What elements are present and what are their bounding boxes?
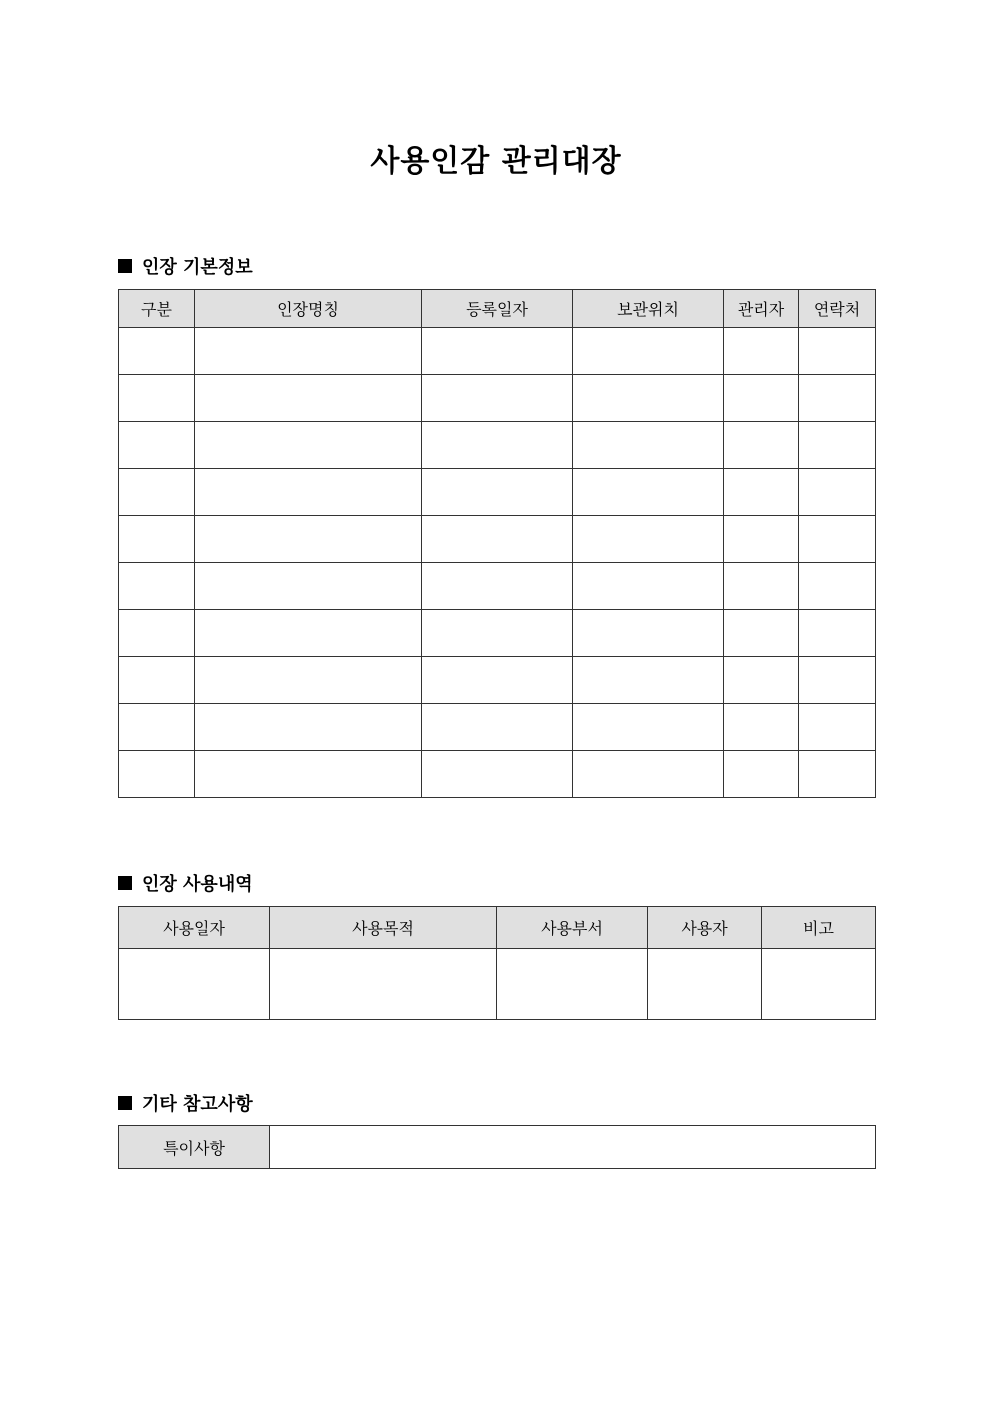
table-cell[interactable] xyxy=(799,422,876,469)
column-header-contact: 연락처 xyxy=(799,290,876,328)
section-heading-basic xyxy=(118,253,253,279)
table-cell[interactable] xyxy=(573,657,724,704)
table-cell[interactable] xyxy=(195,751,422,798)
table-cell[interactable] xyxy=(573,328,724,375)
table-cell[interactable] xyxy=(799,328,876,375)
table-cell[interactable] xyxy=(422,516,573,563)
column-header-user: 사용자 xyxy=(648,907,762,949)
table-row xyxy=(119,422,876,469)
table-cell[interactable] xyxy=(195,657,422,704)
table-cell[interactable] xyxy=(799,375,876,422)
table-cell[interactable] xyxy=(195,563,422,610)
table-cell[interactable] xyxy=(119,949,270,1020)
table-cell[interactable] xyxy=(724,751,799,798)
table-cell[interactable] xyxy=(724,422,799,469)
table-cell[interactable] xyxy=(724,375,799,422)
table-row xyxy=(119,563,876,610)
table-cell[interactable] xyxy=(724,704,799,751)
seal-basic-info-table xyxy=(118,289,876,798)
table-row xyxy=(119,610,876,657)
table-row xyxy=(119,949,876,1020)
table-cell[interactable] xyxy=(799,657,876,704)
section-heading-text: 기타 참고사항 xyxy=(142,1094,253,1115)
table-cell[interactable] xyxy=(497,949,648,1020)
column-header-use-purpose: 사용목적 xyxy=(270,907,497,949)
section-heading-usage xyxy=(118,870,253,896)
table-cell[interactable] xyxy=(119,751,195,798)
table-header-row xyxy=(119,290,876,328)
column-header-manager: 관리자 xyxy=(724,290,799,328)
table-row xyxy=(119,657,876,704)
table-cell[interactable] xyxy=(724,657,799,704)
table-cell[interactable] xyxy=(799,469,876,516)
table-cell[interactable] xyxy=(573,469,724,516)
table-row xyxy=(119,375,876,422)
column-header-storage-location: 보관위치 xyxy=(573,290,724,328)
black-square-icon xyxy=(118,259,132,273)
table-cell[interactable] xyxy=(573,375,724,422)
section-heading-text: 인장 사용내역 xyxy=(142,874,253,895)
column-header-use-date: 사용일자 xyxy=(119,907,270,949)
table-cell[interactable] xyxy=(422,704,573,751)
table-cell[interactable] xyxy=(422,563,573,610)
column-header-remarks: 비고 xyxy=(762,907,876,949)
table-row xyxy=(119,751,876,798)
table-cell[interactable] xyxy=(762,949,876,1020)
table-cell[interactable] xyxy=(119,563,195,610)
column-header-category: 구분 xyxy=(119,290,195,328)
table-cell[interactable] xyxy=(195,328,422,375)
column-header-use-department: 사용부서 xyxy=(497,907,648,949)
table-cell[interactable] xyxy=(195,469,422,516)
table-cell[interactable] xyxy=(422,375,573,422)
table-row xyxy=(119,328,876,375)
table-cell[interactable] xyxy=(195,516,422,563)
column-header-register-date: 등록일자 xyxy=(422,290,573,328)
section-heading-text: 인장 기본정보 xyxy=(142,257,253,278)
table-cell[interactable] xyxy=(648,949,762,1020)
table-cell[interactable] xyxy=(724,610,799,657)
table-cell[interactable] xyxy=(799,563,876,610)
table-cell[interactable] xyxy=(270,949,497,1020)
table-cell[interactable] xyxy=(195,610,422,657)
table-row xyxy=(119,516,876,563)
table-cell[interactable] xyxy=(119,704,195,751)
table-body xyxy=(119,949,876,1020)
table-cell[interactable] xyxy=(119,375,195,422)
table-cell[interactable] xyxy=(799,751,876,798)
table-cell[interactable] xyxy=(573,704,724,751)
table-body xyxy=(119,328,876,798)
black-square-icon xyxy=(118,876,132,890)
table-cell[interactable] xyxy=(799,610,876,657)
table-cell[interactable] xyxy=(422,610,573,657)
table-cell[interactable] xyxy=(573,563,724,610)
notes-table xyxy=(118,1125,876,1169)
column-header-seal-name: 인장명칭 xyxy=(195,290,422,328)
table-cell[interactable] xyxy=(422,751,573,798)
table-cell[interactable] xyxy=(422,469,573,516)
table-cell[interactable] xyxy=(195,422,422,469)
table-cell[interactable] xyxy=(799,704,876,751)
table-header-row xyxy=(119,907,876,949)
table-cell[interactable] xyxy=(422,657,573,704)
table-cell[interactable] xyxy=(573,516,724,563)
table-cell[interactable] xyxy=(724,516,799,563)
seal-usage-table xyxy=(118,906,876,1020)
table-cell[interactable] xyxy=(422,328,573,375)
table-cell[interactable] xyxy=(724,328,799,375)
table-cell[interactable] xyxy=(119,328,195,375)
table-cell[interactable] xyxy=(422,422,573,469)
table-cell[interactable] xyxy=(573,422,724,469)
table-cell[interactable] xyxy=(573,610,724,657)
table-cell[interactable] xyxy=(119,610,195,657)
table-cell[interactable] xyxy=(119,469,195,516)
notes-value-cell[interactable] xyxy=(270,1126,876,1169)
page-title: 사용인감 관리대장 xyxy=(370,144,622,179)
notes-label: 특이사항 xyxy=(119,1126,270,1169)
table-cell[interactable] xyxy=(195,375,422,422)
table-cell[interactable] xyxy=(724,469,799,516)
table-row xyxy=(119,469,876,516)
table-row xyxy=(119,704,876,751)
table-cell[interactable] xyxy=(799,516,876,563)
table-cell[interactable] xyxy=(573,751,724,798)
table-cell[interactable] xyxy=(119,516,195,563)
table-cell[interactable] xyxy=(119,657,195,704)
table-cell[interactable] xyxy=(724,563,799,610)
table-cell[interactable] xyxy=(195,704,422,751)
table-row xyxy=(119,1126,876,1169)
black-square-icon xyxy=(118,1096,132,1110)
section-heading-notes xyxy=(118,1090,253,1116)
table-cell[interactable] xyxy=(119,422,195,469)
